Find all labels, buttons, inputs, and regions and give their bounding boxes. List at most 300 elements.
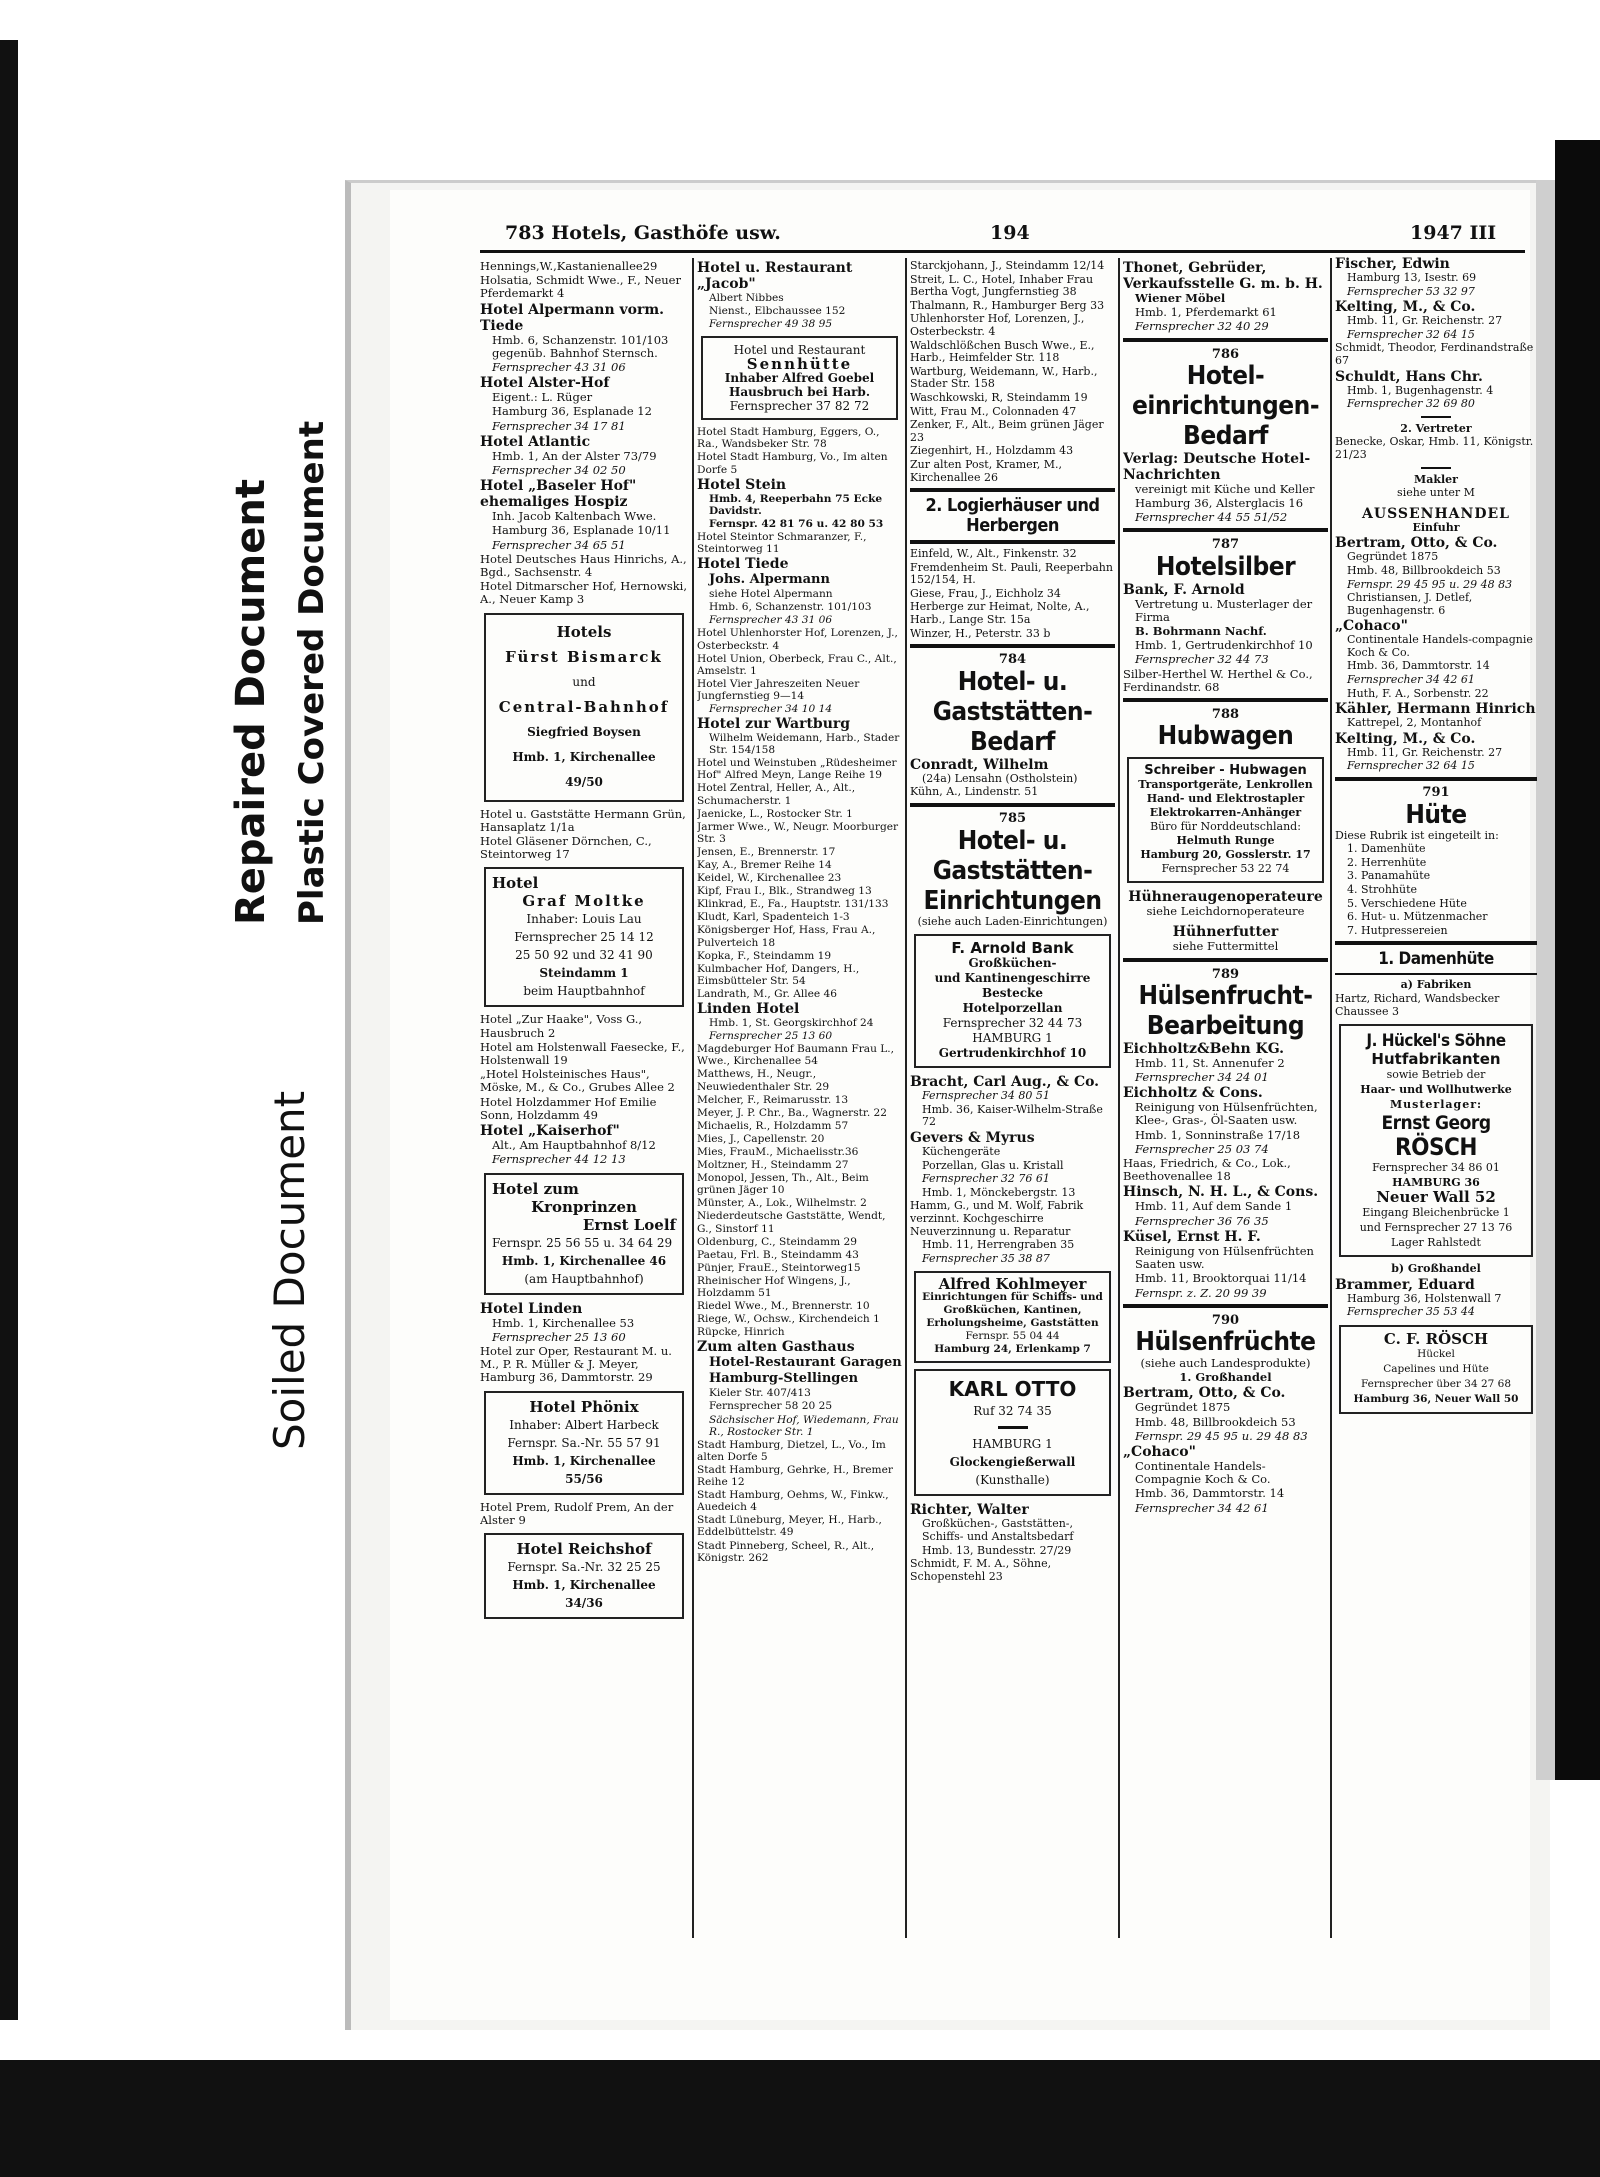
column-rule — [905, 258, 907, 1938]
entry: Hmb. 11, Brooktorquai 11/14 — [1135, 1271, 1307, 1286]
column-rule — [692, 258, 694, 1938]
ad-line: Ernst Loelf — [582, 1215, 676, 1234]
entry: Hmb. 36, Dammtorstr. 14 — [1135, 1486, 1285, 1501]
list-item: 7. Hutpressereien — [1347, 923, 1448, 937]
entry-title: Küsel, Ernst H. F. — [1123, 1228, 1261, 1245]
entry-title: Hotel Tiede — [697, 556, 789, 573]
ad-roesch — [1339, 1325, 1533, 1414]
entry: Melcher, F., Reimarusstr. 13 — [697, 1093, 849, 1106]
ad-line: Fernsprecher 37 82 72 — [729, 399, 870, 414]
ad-line: Hotel Reichshof — [516, 1539, 652, 1558]
ad-line: Kronprinzen — [531, 1197, 637, 1216]
column-1 — [480, 260, 688, 1950]
section-rule — [1123, 1304, 1328, 1308]
subsection-title: 1. Großhandel — [1179, 1370, 1272, 1385]
column-2 — [697, 260, 902, 1950]
scan-bottom-edge — [0, 2060, 1600, 2177]
entry: Hotel Deutsches Haus Hinrichs, A., Bgd., Sachsenstr. 4 — [480, 551, 687, 580]
entry: Winzer, H., Peterstr. 33 b — [910, 626, 1051, 640]
entry: Pünjer, FrauE., Steintorweg15 — [697, 1261, 861, 1274]
entry: Hennings,W.,Kastanienallee29 — [480, 260, 658, 273]
entry: Hotel Ditmarscher Hof, Hernowski, A., Neuer Kamp 3 — [480, 579, 688, 607]
entry: Zenker, F., Alt., Beim grünen Jäger 23 — [910, 418, 1104, 444]
ad-line: Steindamm 1 — [539, 966, 629, 981]
entry: Schmidt, F. M. A., Söhne, Schopenstehl 23 — [910, 1557, 1052, 1583]
ad-line: Inhaber Alfred Goebel — [724, 371, 875, 386]
ad-arnold-bank — [914, 934, 1111, 1068]
entry: Giese, Frau, J., Eichholz 34 — [910, 586, 1061, 600]
entry: Hmb. 11, Herrengraben 35 — [922, 1238, 1075, 1252]
ad-line: Lager Rahlstedt — [1391, 1236, 1481, 1250]
entry: Kühn, A., Lindenstr. 51 — [910, 785, 1039, 799]
entry: Hmb. 11, Auf dem Sande 1 — [1135, 1199, 1293, 1214]
column-rule — [1118, 258, 1120, 1938]
label-soiled: Soiled Document — [265, 1090, 314, 1450]
entry: Thalmann, R., Hamburger Berg 33 — [910, 298, 1105, 312]
entry-title: Hühnerfutter — [1172, 924, 1279, 941]
entry-title: Bracht, Carl Aug., & Co. — [910, 1074, 1100, 1091]
phone: Fernspr. 42 81 76 u. 42 80 53 — [709, 517, 884, 530]
ad-line: Hamburg 24, Erlenkamp 7 — [934, 1343, 1091, 1356]
entry: Hotel Stadt Hamburg, Eggers, O., Ra., Wandsbeker Str. 78 — [697, 426, 880, 451]
phone: Fernsprecher 44 12 13 — [492, 1152, 626, 1167]
entry: Waldschlößchen Busch Wwe., E., Harb., Heimfelder Str. 118 — [910, 338, 1095, 365]
ad-line: Fernspr. 55 04 44 — [965, 1330, 1060, 1343]
entry-title: Bertram, Otto, & Co. — [1335, 535, 1498, 552]
entry: Kulmbacher Hof, Dangers, H., Eimsbütteler Str. 54 — [697, 962, 860, 987]
entry: Hotel zur Oper, Restaurant M. u. M., P. R. Müller & J. Meyer, Hamburg 36, Dammtorstr. 29 — [480, 1343, 672, 1385]
entry-title: Brammer, Eduard — [1335, 1276, 1475, 1293]
section-title: Hotelsilber — [1155, 551, 1296, 582]
section-number: 791 — [1422, 785, 1450, 801]
ad-line: Hotels — [556, 622, 612, 641]
entry: Hotel und Weinstuben „Rüdesheimer Hof" Alfred Meyn, Lange Reihe 19 — [697, 757, 897, 782]
list-item: 1. Damenhüte — [1347, 842, 1426, 856]
entry: Hotel Stadt Hamburg, Vo., Im alten Dorfe 5 — [697, 451, 888, 476]
ad-line: HAMBURG 1 — [972, 1031, 1053, 1046]
section-title: Hülsenfrüchte — [1135, 1326, 1316, 1357]
entry-title: Verlag: Deutsche Hotel-Nachrichten — [1123, 450, 1311, 483]
ad-line: Einrichtungen für Schiffs- und Großküchen, Kantinen, Erholungsheime, Gaststätten — [922, 1291, 1103, 1330]
entry: Monopol, Jessen, Th., Alt., Beim grünen Jäger 10 — [697, 1172, 869, 1197]
entry-title: Kelting, M., & Co. — [1335, 299, 1476, 316]
entry: Kipf, Frau I., Blk., Strandweg 13 — [697, 885, 872, 898]
entry: siehe unter M — [1397, 486, 1475, 500]
entry: Hotel Zentral, Heller, A., Alt., Schumacherstr. 1 — [697, 782, 856, 807]
entry: Hamburg 36, Holstenwall 7 — [1347, 1291, 1502, 1305]
entry-title: Johs. Alpermann — [709, 572, 830, 588]
entry: Mies, FrauM., Michaelisstr.36 — [697, 1145, 859, 1158]
entry: Albert Nibbes — [709, 292, 784, 304]
list-item: 2. Herrenhüte — [1347, 855, 1427, 869]
ad-line: Fernsprecher 25 14 12 — [514, 930, 654, 945]
ad-line: Hotel und Restaurant — [733, 343, 866, 358]
entry: Hmb. 6, Schanzenstr. 101/103 — [709, 601, 872, 614]
section-rule — [1335, 941, 1537, 945]
ad-line: Fernsprecher 32 44 73 — [942, 1016, 1083, 1031]
list-item: 5. Verschiedene Hüte — [1347, 896, 1467, 910]
entry: Stadt Lüneburg, Meyer, H., Harb., Eddelbüttelstr. 49 — [697, 1514, 882, 1539]
phone: Fernspr. 29 45 95 u. 29 48 83 — [1347, 577, 1513, 591]
ad-line: Hotel zum — [492, 1179, 579, 1198]
section-number: 787 — [1211, 537, 1240, 553]
section-title: Hotel- u. Gaststätten-Bedarf — [932, 666, 1093, 757]
entry: Stadt Hamburg, Dietzel, L., Vo., Im alten Dorfe 5 — [697, 1438, 886, 1463]
entry: Hotel Uhlenhorster Hof, Lorenzen, J., Osterbeckstr. 4 — [697, 627, 898, 652]
phone: Fernsprecher 34 42 61 — [1347, 673, 1475, 687]
section-rule — [910, 644, 1115, 648]
entry: Hamm, G., und M. Wolf, Fabrik verzinnt. Kochgeschirre Neuverzinnung u. Reparatur — [910, 1199, 1084, 1238]
section-rule — [1335, 973, 1537, 975]
phone: Fernspr. z. Z. 20 99 39 — [1135, 1285, 1267, 1300]
section-title: Hotel- u. Gaststätten-Einrichtungen — [923, 825, 1102, 916]
ad-line: Hmb. 1, Kirchenallee 34/36 — [512, 1577, 656, 1610]
section-rule — [1123, 958, 1328, 962]
entry: vereinigt mit Küche und Keller — [1135, 481, 1315, 496]
ad-line: Inhaber: Louis Lau — [526, 912, 642, 927]
entry: Witt, Frau M., Colonnaden 47 — [910, 404, 1077, 418]
entry-title: Hotel-Restaurant Garagen Hamburg-Stellingen — [709, 1355, 902, 1387]
entry: Münster, A., Lok., Wilhelmstr. 2 — [697, 1197, 867, 1210]
ad-line: Capelines und Hüte — [1383, 1362, 1489, 1375]
ad-line: Fernspr. 25 56 55 u. 34 64 29 — [492, 1235, 673, 1250]
entry: Holsatia, Schmidt Wwe., F., Neuer Pferdemarkt 4 — [480, 273, 681, 301]
entry: Starckjohann, J., Steindamm 12/14 — [910, 260, 1105, 272]
entry: Jarmer Wwe., W., Neugr. Moorburger Str. 3 — [697, 820, 899, 845]
entry: Küchengeräte — [922, 1145, 1001, 1158]
section-number: 789 — [1211, 966, 1240, 982]
phone: Fernsprecher 34 10 14 — [709, 702, 833, 715]
entry-title: Hotel Atlantic — [480, 433, 591, 450]
entry: Hotel Holzdammer Hof Emilie Sonn, Holzdamm 49 — [480, 1094, 657, 1122]
entry: Hmb. 1, Mönckebergstr. 13 — [922, 1185, 1076, 1199]
entry: Hmb. 1, Kirchenallee 53 — [492, 1315, 635, 1330]
entry: Wiener Möbel — [1135, 291, 1226, 305]
entry: B. Bohrmann Nachf. — [1135, 624, 1267, 639]
entry: Hmb. 11, Gr. Reichenstr. 27 — [1347, 314, 1503, 328]
subsection-title: AUSSENHANDEL — [1362, 505, 1510, 522]
entry: Ziegenhirt, H., Holzdamm 43 — [910, 444, 1074, 458]
phone: Fernsprecher 32 44 73 — [1135, 652, 1269, 667]
entry: Reinigung von Hülsenfrüchten Saaten usw. — [1135, 1243, 1314, 1272]
ad-line: und Fernsprecher 27 13 76 — [1359, 1221, 1513, 1235]
entry: Fernsprecher 58 20 25 — [709, 1400, 833, 1413]
phone: Fernsprecher 32 76 61 — [922, 1172, 1050, 1186]
entry: Hmb. 1, An der Alster 73/79 — [492, 448, 657, 463]
entry: Hmb. 13, Bundesstr. 27/29 — [922, 1543, 1072, 1557]
phone: Fernsprecher 32 69 80 — [1347, 397, 1475, 411]
column-3 — [910, 260, 1115, 1950]
ad-line: J. Hückel's Söhne — [1366, 1031, 1506, 1052]
phone: Fernsprecher 34 17 81 — [492, 418, 626, 433]
ad-line: Fürst Bismarck — [505, 647, 663, 666]
entry: Haas, Friedrich, & Co., Lok., Beethovenallee 18 — [1123, 1156, 1291, 1184]
subsection-title: 1. Damenhüte — [1378, 949, 1494, 970]
entry: Hmb. 1, St. Georgskirchhof 24 — [709, 1017, 874, 1030]
ad-line: Haar- und Wollhutwerke — [1360, 1083, 1512, 1097]
section-title: Hubwagen — [1157, 721, 1294, 752]
entry: Fremdenheim St. Pauli, Reeperbahn 152/154, H. — [910, 560, 1113, 587]
phone: Fernsprecher 34 65 51 — [492, 537, 626, 552]
divider — [1421, 467, 1451, 469]
phone: Fernsprecher 32 40 29 — [1135, 319, 1269, 334]
entry: Hotel Vier Jahreszeiten Neuer Jungfernstieg 9—14 — [697, 677, 860, 702]
ad-line: Fernsprecher 34 86 01 — [1372, 1161, 1500, 1175]
ad-line: Fernsprecher 53 22 74 — [1161, 862, 1290, 876]
entry: Hmb. 1, Bugenhagenstr. 4 — [1347, 383, 1494, 397]
entry-title: Conradt, Wilhelm — [910, 756, 1049, 773]
section-number: 786 — [1211, 346, 1240, 362]
entry: Hotel „Zur Haake", Voss G., Hausbruch 2 — [480, 1012, 643, 1040]
entry: Inh. Jacob Kaltenbach Wwe. — [492, 509, 657, 524]
scan-right-edge — [1555, 140, 1600, 1780]
entry: Hamburg 13, Isestr. 69 — [1347, 271, 1477, 284]
section-number: 788 — [1211, 707, 1240, 723]
entry: Hmb. 1, Gertrudenkirchhof 10 — [1135, 638, 1313, 653]
ad-line: (am Hauptbahnhof) — [524, 1271, 644, 1286]
entry: „Hotel Holsteinisches Haus", Möske, M., & Co., Grubes Allee 2 — [480, 1067, 675, 1095]
entry: (24a) Lensahn (Ostholstein) — [922, 771, 1078, 785]
entry: Kattrepel, 2, Montanhof — [1347, 716, 1482, 730]
entry: Hmb. 1, Pferdemarkt 61 — [1135, 305, 1277, 320]
subsection-title: a) Fabriken — [1400, 978, 1472, 992]
ad-line: Fernsprecher über 34 27 68 — [1360, 1377, 1512, 1390]
entry: Einfeld, W., Alt., Finkenstr. 32 — [910, 547, 1077, 561]
section-number: 785 — [998, 811, 1027, 827]
section-title: Hüte — [1405, 799, 1467, 830]
phone: Fernsprecher 32 64 15 — [1347, 327, 1475, 341]
entry: Wilhelm Weidemann, Harb., Stader Str. 154/158 — [709, 732, 900, 757]
entry: Königsberger Hof, Hass, Frau A., Pulverteich 18 — [697, 924, 876, 949]
phone: Fernsprecher 34 80 51 — [922, 1089, 1050, 1103]
phone: Fernsprecher 44 55 51/52 — [1135, 510, 1288, 525]
ad-line: Graf Moltke — [522, 892, 646, 911]
phone: Sächsischer Hof, Wiedemann, Frau R., Rostocker Str. 1 — [709, 1413, 899, 1438]
entry-title: Hotel „Kaiserhof" — [480, 1123, 620, 1140]
entry: Paetau, Frl. B., Steindamm 43 — [697, 1248, 859, 1261]
entry: Hmb. 48, Billbrookdeich 53 — [1347, 563, 1501, 577]
entry-title: Hotel Alpermann vorm. Tiede — [480, 301, 665, 334]
entry: Silber-Herthel W. Herthel & Co., Ferdinandstr. 68 — [1123, 666, 1313, 694]
section-title: Hülsenfrucht-Bearbeitung — [1138, 980, 1313, 1041]
entry: Waschkowski, R, Steindamm 19 — [910, 390, 1088, 404]
entry-title: Kähler, Hermann Hinrich — [1335, 701, 1536, 718]
ad-line: Bestecke — [982, 986, 1043, 1001]
entry: Hartz, Richard, Wandsbecker Chaussee 3 — [1335, 991, 1500, 1018]
entry: Kludt, Karl, Spadenteich 1-3 — [697, 911, 850, 924]
label-repaired: Repaired Document — [228, 479, 274, 925]
entry-title: Hotel Linden — [480, 1300, 583, 1317]
ad-phoenix — [484, 1391, 684, 1495]
ad-line: Hutfabrikanten — [1371, 1050, 1501, 1069]
section-number: 784 — [998, 652, 1027, 668]
phone: Fernsprecher 35 38 87 — [922, 1251, 1050, 1265]
ad-line: Inhaber: Albert Harbeck — [509, 1417, 659, 1432]
entry: Nienst., Elbchaussee 152 — [709, 305, 846, 318]
entry: Continentale Handels-Compagnie Koch & Co. — [1135, 1458, 1271, 1487]
entry: Klinkrad, E., Fa., Hauptstr. 131/133 — [697, 898, 889, 911]
entry: Kopka, F., Steindamm 19 — [697, 949, 832, 962]
section-rule — [1335, 777, 1537, 781]
phone: Fernsprecher 25 13 60 — [492, 1329, 626, 1344]
phone: Fernspr. 29 45 95 u. 29 48 83 — [1135, 1428, 1308, 1443]
section-title: 2. Logierhäuser und Herbergen — [925, 495, 1100, 537]
ad-line: Musterlager: — [1389, 1098, 1483, 1112]
entry-title: Hotel Stein — [697, 476, 787, 493]
phone: Fernsprecher 43 31 06 — [709, 614, 833, 627]
entry-title: Richter, Walter — [910, 1502, 1029, 1519]
entry: Hmb. 36, Dammtorstr. 14 — [1347, 659, 1490, 673]
entry: Uhlenhorster Hof, Lorenzen, J., Osterbeckstr. 4 — [910, 312, 1085, 338]
ad-line: Hmb. 1, Kirchenallee 46 — [501, 1253, 667, 1268]
entry: Moltzner, H., Steindamm 27 — [697, 1159, 849, 1172]
entry: Kieler Str. 407/413 — [709, 1387, 811, 1400]
entry: Hotel am Holstenwall Faesecke, F., Holstenwall 19 — [480, 1039, 685, 1068]
ad-schreiber — [1127, 757, 1324, 883]
entry: siehe Leichdornoperateure — [1146, 904, 1305, 919]
ad-divider — [998, 1426, 1028, 1429]
section-title: Hotel-einrichtungen-Bedarf — [1131, 360, 1320, 451]
phone: Fernsprecher 34 42 61 — [1135, 1500, 1269, 1515]
entry: Hmb. 1, Sonninstraße 17/18 — [1135, 1127, 1301, 1142]
ad-line: und — [572, 674, 596, 689]
page-header — [505, 222, 1515, 252]
ad-line: Ruf 32 74 35 — [973, 1404, 1052, 1419]
entry: Hamburg 36, Esplanade 12 — [492, 404, 652, 419]
ad-line: Hamburg 20, Gosslerstr. 17 — [1140, 848, 1311, 862]
entry: Porzellan, Glas u. Kristall — [922, 1158, 1064, 1172]
entry: Christiansen, J. Detlef, Bugenhagenstr. 6 — [1347, 591, 1473, 617]
entry-title: Hotel u. Restaurant „Jacob" — [697, 260, 853, 292]
entry: Benecke, Oskar, Hmb. 11, Königstr. 21/23 — [1335, 435, 1534, 461]
entry: Rüpcke, Hinrich — [697, 1326, 785, 1339]
entry: Kay, A., Bremer Reihe 14 — [697, 859, 832, 871]
entry-title: Hotel Alster-Hof — [480, 375, 610, 392]
entry-title: Hotel „Baseler Hof" ehemaliges Hospiz — [480, 478, 637, 511]
ad-sennhuette — [701, 336, 898, 420]
ad-line: Transportgeräte, Lenkrollen Hand- und Elektrostapler Elektrokarren-Anhänger — [1138, 778, 1313, 820]
ad-kronprinzen — [484, 1173, 684, 1295]
ad-line: Hückel — [1417, 1347, 1455, 1360]
list-item: 4. Strohhüte — [1347, 883, 1418, 896]
ad-line: Hmb. 1, Kirchenallee 49/50 — [512, 749, 656, 789]
entry: Gegründet 1875 — [1135, 1400, 1231, 1415]
subsection-title: 2. Vertreter — [1400, 421, 1472, 435]
ad-karl-otto — [914, 1369, 1111, 1496]
ad-line: Neuer Wall 52 — [1376, 1188, 1496, 1207]
entry: Hotel Union, Oberbeck, Frau C., Alt., Amselstr. 1 — [697, 652, 897, 677]
ad-line: 25 50 92 und 32 41 90 — [515, 948, 653, 963]
entry-title: Hühneraugenoperateure — [1128, 889, 1323, 906]
header-rule — [480, 250, 1525, 253]
ad-line: RÖSCH — [1395, 1133, 1477, 1162]
entry-title: Thonet, Gebrüder, Verkaufsstelle G. m. b. H. — [1123, 260, 1323, 292]
entry: Rheinischer Hof Wingens, J., Holzdamm 51 — [697, 1274, 851, 1299]
section-rule — [910, 488, 1115, 492]
section-rule — [1123, 528, 1328, 532]
header-year: 1947 III — [1410, 222, 1497, 244]
ad-line: Glockengießerwall — [949, 1455, 1076, 1470]
ad-line: sowie Betrieb der — [1386, 1068, 1486, 1082]
entry-title: Fischer, Edwin — [1335, 256, 1450, 272]
entry: Niederdeutsche Gaststätte, Wendt, G., Sinstorf 11 — [697, 1210, 886, 1235]
entry-title: Zum alten Gasthaus — [697, 1339, 855, 1356]
entry: Meyer, J. P. Chr., Ba., Wagnerstr. 22 — [697, 1106, 888, 1119]
ad-line: Hamburg 36, Neuer Wall 50 — [1353, 1392, 1519, 1405]
entry: Keidel, W., Kirchenallee 23 — [697, 872, 842, 885]
entry: Schmidt, Theodor, Ferdinandstraße 67 — [1335, 341, 1534, 367]
ad-line: Fernspr. Sa.-Nr. 55 57 91 — [507, 1435, 661, 1450]
ad-line: Hotelporzellan — [962, 1001, 1063, 1016]
entry: Diese Rubrik ist eingeteilt in: — [1335, 828, 1499, 842]
entry-title: Eichholtz&Behn KG. — [1123, 1040, 1285, 1057]
entry-title: Bertram, Otto, & Co. — [1123, 1385, 1286, 1402]
phone: Fernsprecher 25 03 74 — [1135, 1141, 1269, 1156]
entry: siehe Futtermittel — [1172, 939, 1279, 954]
entry: Alt., Am Hauptbahnhof 8/12 — [492, 1138, 656, 1153]
entry: Gegründet 1875 — [1347, 550, 1439, 564]
ad-line: Eingang Bleichenbrücke 1 — [1362, 1206, 1510, 1220]
divider — [1421, 416, 1451, 418]
entry-title: „Cohaco" — [1123, 1443, 1196, 1460]
section-rule — [910, 540, 1115, 544]
entry: Herberge zur Heimat, Nolte, A., Harb., Lange Str. 15a — [910, 600, 1090, 627]
entry: Jaenicke, L., Rostocker Str. 1 — [697, 807, 853, 820]
phone: Fernsprecher 49 38 95 — [709, 318, 833, 331]
entry-title: Bank, F. Arnold — [1123, 581, 1245, 598]
ad-line: HAMBURG 1 — [972, 1437, 1053, 1452]
entry-title: Hotel zur Wartburg — [697, 716, 851, 733]
scan-left-edge — [0, 40, 18, 2020]
ad-line: Siegfried Boysen — [527, 724, 641, 739]
entry: Matthews, H., Neugr., Neuwiedenthaler Str. 29 — [697, 1068, 830, 1093]
entry: Stadt Pinneberg, Scheel, R., Alt., Königstr. 262 — [697, 1539, 875, 1564]
ad-line: Alfred Kohlmeyer — [938, 1275, 1087, 1294]
entry: Landrath, M., Gr. Allee 46 — [697, 987, 838, 1000]
ad-line: Ernst Georg — [1381, 1112, 1491, 1135]
entry: Reinigung von Hülsenfrüchten, Klee-, Gras-, Öl-Saaten usw. — [1135, 1100, 1318, 1128]
entry-title: Schuldt, Hans Chr. — [1335, 368, 1483, 385]
phone: Fernsprecher 34 02 50 — [492, 463, 626, 478]
ad-line: Büro für Norddeutschland: — [1150, 820, 1301, 834]
label-plastic: Plastic Covered Document — [292, 420, 332, 925]
entry: Hotel Gläsener Dörnchen, C., Steintorweg 17 — [480, 834, 652, 862]
subsection-title: b) Großhandel — [1391, 1262, 1481, 1276]
entry: Hotel Steintor Schmaranzer, F., Steintorweg 11 — [697, 530, 867, 556]
ad-reichshof — [484, 1533, 684, 1619]
ad-line: (Kunsthalle) — [975, 1473, 1050, 1488]
list-item: 3. Panamahüte — [1347, 869, 1431, 883]
entry-title: Hinsch, N. H. L., & Cons. — [1123, 1184, 1319, 1201]
section-rule — [1123, 698, 1328, 702]
section-number: 790 — [1211, 1312, 1240, 1328]
entry: (siehe auch Laden-Einrichtungen) — [917, 914, 1108, 928]
entry: Riedel Wwe., M., Brennerstr. 10 — [697, 1300, 870, 1313]
entry-title: Linden Hotel — [697, 1001, 800, 1018]
section-rule — [1123, 338, 1328, 342]
entry: Hmb. 48, Billbrookdeich 53 — [1135, 1414, 1296, 1429]
ad-line: Hotel — [492, 874, 539, 893]
ad-line: Sennhütte — [746, 355, 853, 374]
header-page-number: 194 — [990, 222, 1030, 244]
entry: Stadt Hamburg, Gehrke, H., Bremer Reihe 12 — [697, 1463, 893, 1489]
ad-line: Central-Bahnhof — [498, 697, 670, 716]
phone: Fernsprecher 53 32 97 — [1347, 284, 1475, 298]
column-5 — [1335, 256, 1537, 1950]
entry: Hmb. 4, Reeperbahn 75 Ecke Davidstr. — [709, 492, 883, 517]
entry: Hmb. 11, St. Annenufer 2 — [1135, 1055, 1285, 1070]
entry: Continentale Handels-compagnie Koch & Co. — [1347, 633, 1533, 659]
